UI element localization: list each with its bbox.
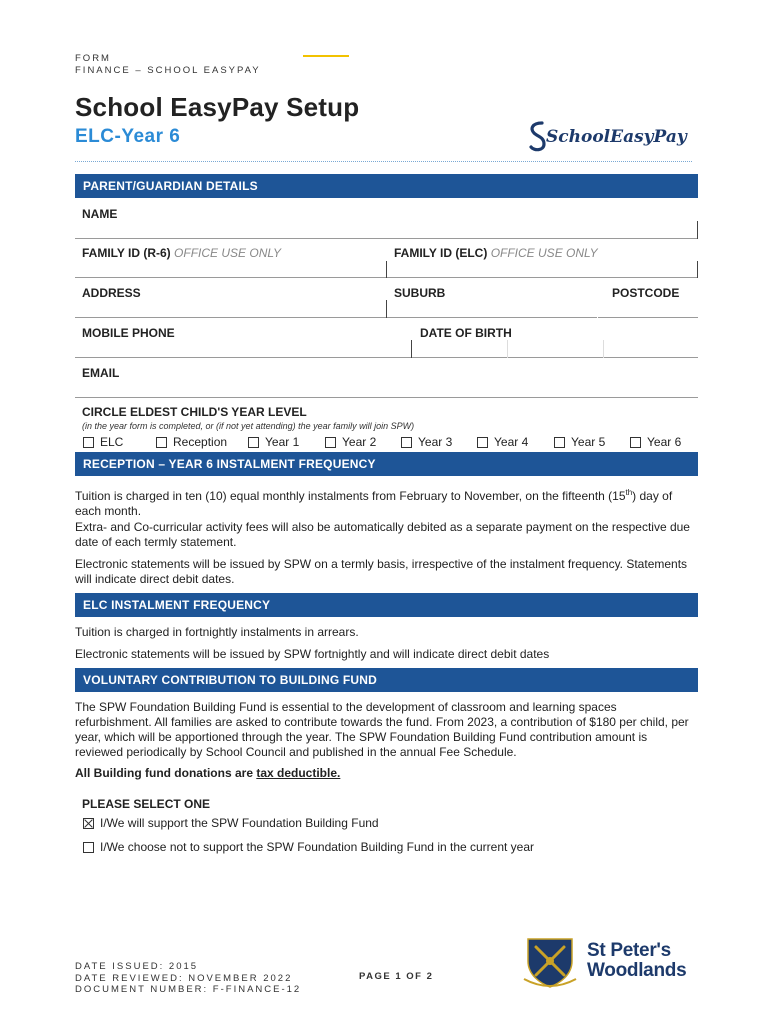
form-line-1: FORM — [75, 53, 111, 64]
year-level-options — [83, 435, 693, 451]
checkbox[interactable] — [83, 842, 94, 853]
year-option-year-3[interactable]: Year 3 — [401, 435, 452, 449]
dob-field[interactable] — [412, 338, 698, 358]
family-id-r6-label: FAMILY ID (R-6) OFFICE USE ONLY — [82, 246, 281, 260]
header-divider — [75, 161, 692, 162]
select-one-label: PLEASE SELECT ONE — [82, 797, 211, 811]
suburb-label: SUBURB — [394, 286, 446, 300]
elc-para-1: Tuition is charged in fortnightly instalments in arrears. — [75, 625, 359, 639]
section-building-fund: VOLUNTARY CONTRIBUTION TO BUILDING FUND — [75, 668, 698, 692]
checkbox[interactable] — [630, 437, 641, 448]
postcode-label: POSTCODE — [612, 286, 680, 300]
year-level-label: CIRCLE ELDEST CHILD'S YEAR LEVEL — [82, 405, 307, 419]
family-id-elc-label: FAMILY ID (ELC) OFFICE USE ONLY — [394, 246, 598, 260]
page-subtitle: ELC-Year 6 — [75, 126, 181, 147]
mobile-label: MOBILE PHONE — [82, 326, 175, 340]
checkbox[interactable] — [248, 437, 259, 448]
field-divider — [697, 261, 698, 278]
checkbox[interactable] — [156, 437, 167, 448]
year-option-year-6[interactable]: Year 6 — [630, 435, 681, 449]
dob-label: DATE OF BIRTH — [420, 326, 512, 340]
option-support-fund[interactable]: I/We will support the SPW Foundation Building Fund — [83, 816, 379, 830]
year-option-reception[interactable]: Reception — [156, 435, 227, 449]
checkbox[interactable] — [83, 437, 94, 448]
year-level-note: (in the year form is completed, or (if not yet attending) the year family will join SPW) — [82, 421, 415, 431]
postcode-field[interactable] — [598, 298, 698, 318]
family-id-elc-field[interactable] — [387, 259, 698, 278]
email-label: EMAIL — [82, 366, 120, 380]
footer-doc-info — [75, 961, 301, 996]
email-field[interactable] — [75, 378, 698, 398]
reception-para-1: Tuition is charged in ten (10) equal monthly instalments from February to November, on the fifteenth (15th) day of each month. — [75, 488, 673, 518]
form-line-2: FINANCE – SCHOOL EASYPAY — [75, 65, 261, 76]
section-parent-details: PARENT/GUARDIAN DETAILS — [75, 174, 698, 198]
date-issued: DATE ISSUED: 2015 — [75, 961, 199, 972]
field-divider — [386, 261, 387, 278]
school-crest-icon — [520, 935, 580, 991]
field-divider — [697, 221, 698, 239]
section-elc-instalment: ELC INSTALMENT FREQUENCY — [75, 593, 698, 617]
name-label: NAME — [82, 207, 118, 221]
building-para: The SPW Foundation Building Fund is essential to the development of classroom and learning spaces refurbishment. All families are asked to contribute towards the fund. From 2023, a contribution of $180 per child, per year, which will be apportioned through the year. The SPW Foundation Building Fund contribution amount is reviewed periodically by School Council and published in the annual Fee Schedule. — [75, 700, 689, 759]
field-divider — [411, 340, 412, 358]
name-field[interactable] — [75, 220, 698, 239]
checkbox[interactable] — [401, 437, 412, 448]
address-label: ADDRESS — [82, 286, 141, 300]
family-id-r6-field[interactable] — [75, 259, 386, 278]
mobile-field[interactable] — [75, 338, 411, 358]
year-option-year-1[interactable]: Year 1 — [248, 435, 299, 449]
document-number: DOCUMENT NUMBER: F-FINANCE-12 — [75, 984, 302, 995]
checkbox[interactable] — [325, 437, 336, 448]
year-option-elc[interactable]: ELC — [83, 435, 123, 449]
form-category — [75, 53, 261, 77]
section-reception-instalment: RECEPTION – YEAR 6 INSTALMENT FREQUENCY — [75, 452, 698, 476]
checkbox-checked[interactable] — [83, 818, 94, 829]
field-divider — [386, 300, 387, 318]
date-reviewed: DATE REVIEWED: NOVEMBER 2022 — [75, 972, 293, 984]
checkbox[interactable] — [554, 437, 565, 448]
school-easypay-logo — [528, 117, 698, 157]
tax-deductible-note: All Building fund donations are tax deductible. — [75, 766, 341, 780]
address-field[interactable] — [75, 298, 386, 318]
reception-para-3: Electronic statements will be issued by SPW on a termly basis, irrespective of the instalment frequency. Statements will indicate direct debit dates. — [75, 557, 688, 586]
elc-para-2: Electronic statements will be issued by SPW fortnightly and will indicate direct debit dates — [75, 647, 550, 661]
dob-segment-divider — [507, 340, 508, 358]
dob-segment-divider — [603, 340, 604, 358]
option-not-support-fund[interactable]: I/We choose not to support the SPW Foundation Building Fund in the current year — [83, 840, 534, 854]
year-option-year-2[interactable]: Year 2 — [325, 435, 376, 449]
accent-bar — [303, 55, 349, 57]
page-number: PAGE 1 OF 2 — [359, 971, 434, 982]
year-option-year-4[interactable]: Year 4 — [477, 435, 528, 449]
reception-para-2: Extra- and Co-curricular activity fees will also be automatically debited as a separate payment on the respective due date of each termly statement. — [75, 520, 690, 549]
suburb-field[interactable] — [387, 298, 597, 318]
year-option-year-5[interactable]: Year 5 — [554, 435, 605, 449]
school-name: St Peter's Woodlands — [587, 940, 687, 981]
checkbox[interactable] — [477, 437, 488, 448]
page-title: School EasyPay Setup — [75, 92, 360, 122]
logo-text: SchoolEasyPay — [546, 127, 687, 147]
